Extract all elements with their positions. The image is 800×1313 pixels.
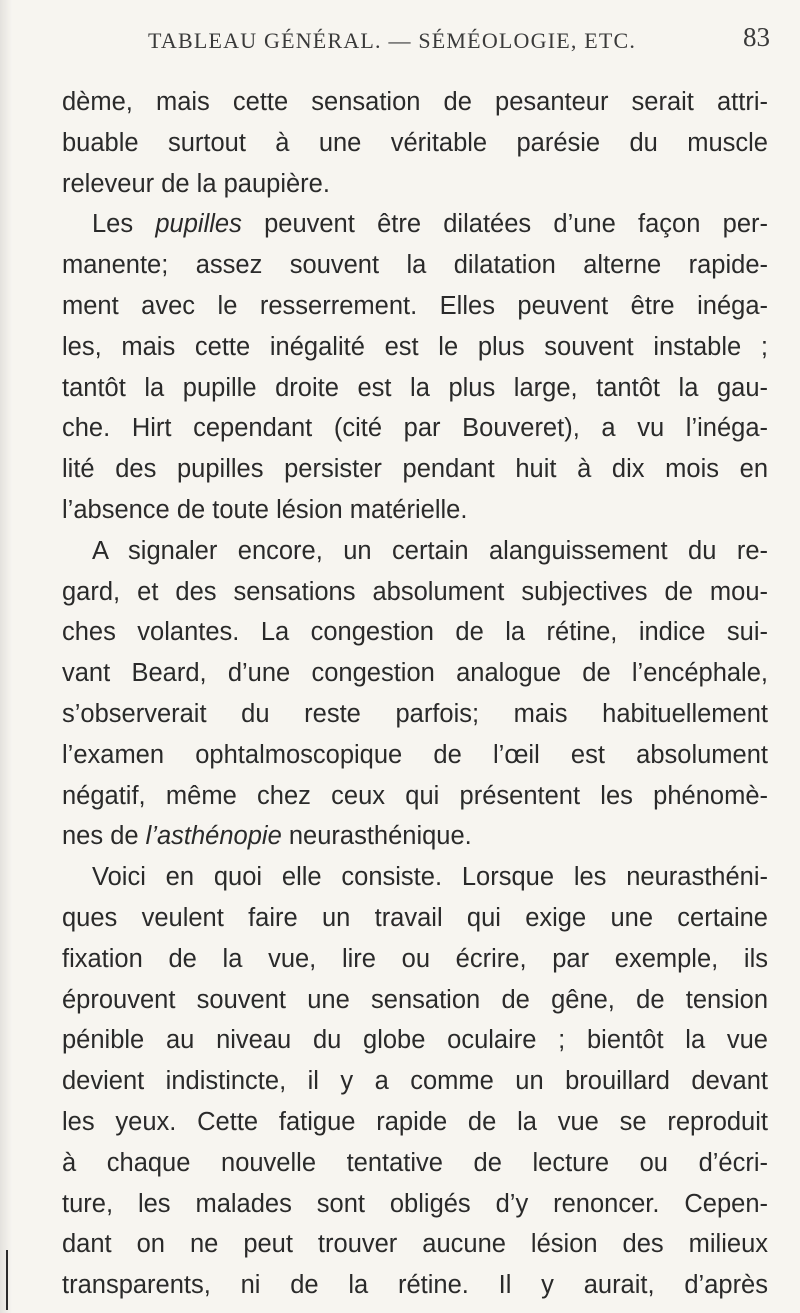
text-line (62, 653, 768, 694)
text-line (62, 327, 768, 368)
text-segment: s’observerait du reste parfois; mais habituellement (62, 699, 768, 728)
text-segment: vant Beard, d’une congestion analogue de l’encéphale, (62, 659, 768, 688)
text-line (62, 123, 768, 164)
text-line (62, 1184, 768, 1225)
italic-term: l’asthénopie (145, 822, 282, 851)
text-segment: manente; assez souvent la dilatation alterne rapide- (62, 251, 768, 280)
text-line (62, 82, 768, 123)
text-line (62, 368, 768, 409)
text-segment: transparents, ni de la rétine. Il y aurait, d’après (62, 1271, 768, 1300)
text-line (62, 980, 768, 1021)
text-segment: négatif, même chez ceux qui présentent les phénomè- (62, 781, 768, 810)
text-line (62, 735, 768, 776)
text-line (62, 1020, 768, 1061)
text-line (62, 490, 768, 531)
text-line (62, 449, 768, 490)
text-line (62, 816, 768, 857)
text-line (62, 531, 768, 572)
text-segment: fixation de la vue, lire ou écrire, par exemple, ils (62, 944, 768, 973)
text-segment: les yeux. Cette fatigue rapide de la vue se reproduit (62, 1107, 768, 1136)
text-line (62, 1265, 768, 1306)
text-segment: à chaque nouvelle tentative de lecture ou d’écri- (62, 1148, 768, 1177)
text-line (62, 1061, 768, 1102)
italic-term: pupilles (155, 210, 242, 239)
text-segment: che. Hirt cependant (cité par Bouveret), a vu l’inéga- (62, 414, 768, 443)
text-segment: ques veulent faire un travail qui exige une certaine (62, 903, 768, 932)
text-line (62, 898, 768, 939)
text-line (62, 776, 768, 817)
binding-mark (6, 1250, 8, 1310)
text-line (62, 939, 768, 980)
text-segment: Voici en quoi elle consiste. Lorsque les neurasthéni- (92, 863, 768, 892)
text-line (62, 204, 768, 245)
text-line (62, 1143, 768, 1184)
text-segment: ches volantes. La congestion de la rétine, indice sui- (62, 618, 768, 647)
text-segment: A signaler encore, un certain alanguissement du re- (92, 536, 768, 565)
text-line (62, 1102, 768, 1143)
text-segment: tantôt la pupille droite est la plus large, tantôt la gau- (62, 373, 768, 402)
text-line (62, 286, 768, 327)
body-text (62, 82, 768, 1306)
text-segment: éprouvent souvent une sensation de gêne, de tension (62, 985, 768, 1014)
text-segment: peuvent être dilatées d’une façon per- (241, 210, 768, 239)
text-segment: neurasthénique. (281, 822, 472, 851)
text-segment: gard, et des sensations absolument subjectives de mou- (62, 577, 768, 606)
text-segment: ment avec le resserrement. Elles peuvent être inéga- (62, 291, 768, 320)
text-line (62, 1224, 768, 1265)
text-segment: nes de (62, 822, 146, 851)
text-segment: l’absence de toute lésion matérielle. (62, 495, 468, 524)
text-line (62, 612, 768, 653)
text-line (62, 245, 768, 286)
running-head (0, 22, 800, 68)
binding-shadow (0, 0, 12, 1313)
text-line (62, 572, 768, 613)
text-segment: Les (92, 210, 156, 239)
text-segment: ture, les malades sont obligés d’y renoncer. Cepen- (62, 1189, 768, 1218)
text-line (62, 408, 768, 449)
running-title: TABLEAU GÉNÉRAL. — SÉMÉOLOGIE, ETC. (148, 28, 637, 53)
text-segment: les, mais cette inégalité est le plus souvent instable ; (62, 332, 768, 361)
page-number: 83 (743, 22, 770, 52)
text-line (62, 694, 768, 735)
text-line (62, 164, 768, 205)
text-segment: lité des pupilles persister pendant huit à dix mois en (62, 455, 768, 484)
text-segment: dant on ne peut trouver aucune lésion des milieux (62, 1230, 768, 1259)
text-segment: pénible au niveau du globe oculaire ; bientôt la vue (62, 1026, 768, 1055)
text-segment: releveur de la paupière. (62, 169, 330, 198)
text-segment: buable surtout à une véritable parésie du muscle (62, 128, 768, 157)
text-segment: l’examen ophtalmoscopique de l’œil est absolument (62, 740, 768, 769)
text-line (62, 857, 768, 898)
text-segment: devient indistincte, il y a comme un brouillard devant (62, 1067, 768, 1096)
text-segment: dème, mais cette sensation de pesanteur serait attri- (62, 88, 768, 116)
